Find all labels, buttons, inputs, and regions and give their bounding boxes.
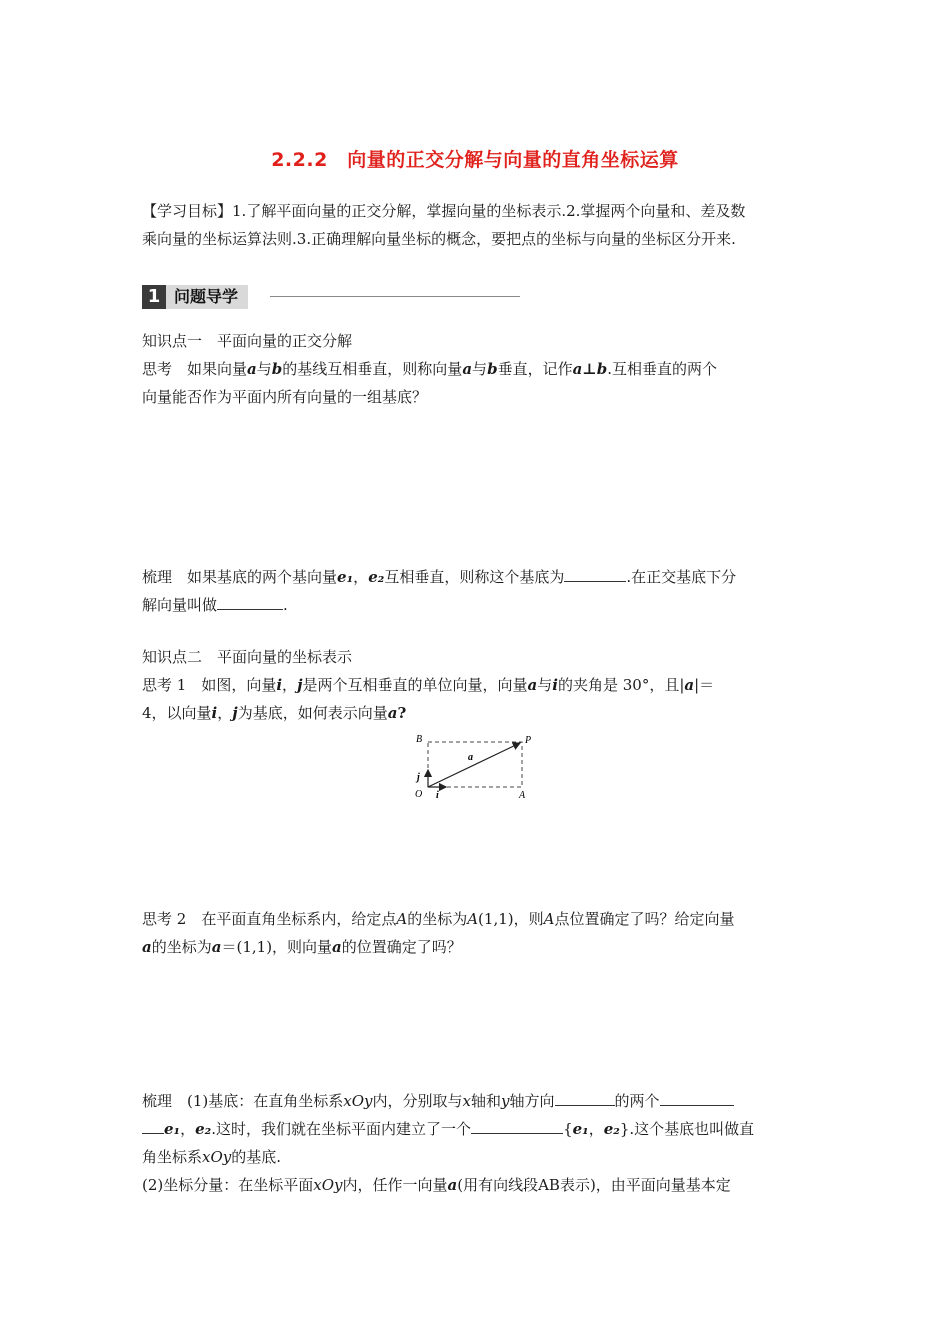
kp1-summary-line1: 梳理 如果基底的两个基向量e₁，e₂互相垂直，则称这个基底为 .在正交基底下分 — [142, 568, 737, 586]
label-A: A — [519, 790, 526, 801]
kp2-think1-line2: 4，以向量i，j为基底，如何表示向量a? — [142, 704, 407, 722]
kp1-summary-line2: 解向量叫做 . — [142, 596, 288, 614]
kp1-heading: 知识点一 平面向量的正交分解 — [142, 332, 353, 350]
blank-orthogonal-basis[interactable] — [564, 567, 626, 582]
vector-a-arrow — [428, 743, 520, 787]
kp2-think2-line1: 思考 2 在平面直角坐标系内，给定点A的坐标为A(1,1)，则A点位置确定了吗？给定向量 — [142, 910, 735, 928]
blank-orthogonal-basis-2[interactable] — [471, 1119, 563, 1134]
learning-objectives-line1: 【学习目标】1.了解平面向量的正交分解，掌握向量的坐标表示.2.掌握两个向量和、差及数 — [142, 202, 746, 220]
kp2-think1-line1: 思考 1 如图，向量i，j是两个互相垂直的单位向量，向量a与i的夹角是 30°，且|a|＝ — [142, 676, 715, 694]
blank-orthogonal-decomposition[interactable] — [217, 595, 283, 610]
label-i: i — [436, 790, 439, 801]
label-P: P — [525, 735, 532, 746]
label-B: B — [416, 734, 423, 745]
section-rule — [270, 296, 520, 297]
kp1-think-line2: 向量能否作为平面内所有向量的一组基底？ — [142, 388, 428, 406]
blank-unit-vectors-b[interactable] — [142, 1119, 164, 1134]
kp2-think2-line2: a的坐标为a＝(1,1)，则向量a的位置确定了吗？ — [142, 938, 462, 956]
kp2-heading: 知识点二 平面向量的坐标表示 — [142, 648, 353, 666]
label-j: j — [417, 772, 420, 783]
section-header — [142, 285, 522, 311]
label-a: a — [468, 752, 473, 763]
kp2-summary-line4: (2)坐标分量：在坐标平面xOy内，任作一向量a(用有向线段AB表示)，由平面向量基本定 — [142, 1176, 731, 1194]
page-title: 2.2.2 向量的正交分解与向量的直角坐标运算 — [271, 149, 679, 171]
kp2-summary-line1: 梳理 (1)基底：在直角坐标系xOy内，分别取与x轴和y轴方向 的两个 — [142, 1090, 812, 1112]
blank-unit-vectors-a[interactable] — [660, 1091, 734, 1106]
learning-objectives-line2: 乘向量的坐标运算法则.3.正确理解向量坐标的概念，要把点的坐标与向量的坐标区分开来. — [142, 230, 736, 248]
label-O: O — [415, 789, 423, 800]
vector-figure — [410, 730, 540, 802]
kp2-summary-line2: e₁，e₂.这时，我们就在坐标平面内建立了一个 {e₁，e₂}.这个基底也叫做直 — [142, 1118, 812, 1140]
section-number: 1 — [142, 285, 166, 309]
kp1-think-line1: 思考 如果向量a与b的基线互相垂直，则称向量a与b垂直，记作a⊥b.互相垂直的两个 — [142, 360, 717, 378]
blank-same-direction[interactable] — [555, 1091, 615, 1106]
kp2-summary-line3: 角坐标系xOy的基底. — [142, 1148, 282, 1166]
objectives-label: 【学习目标】 — [142, 202, 233, 220]
section-label: 问题导学 — [166, 285, 248, 309]
